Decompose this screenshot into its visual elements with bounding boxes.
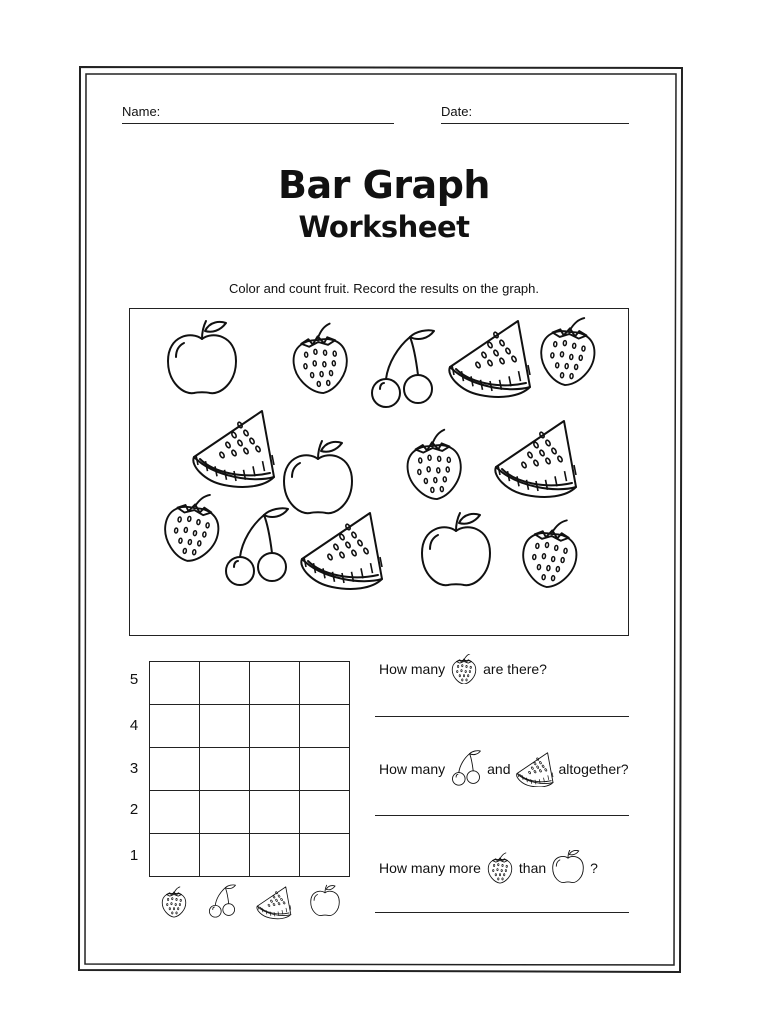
grid-row bbox=[150, 662, 350, 705]
date-line[interactable] bbox=[441, 123, 629, 124]
cherry-icon bbox=[449, 750, 483, 788]
grid-cell[interactable] bbox=[250, 748, 300, 791]
question-1-text-b: are there? bbox=[483, 661, 547, 677]
grid-cell[interactable] bbox=[150, 834, 200, 877]
y-label-2: 2 bbox=[129, 801, 139, 818]
date-label: Date: bbox=[441, 104, 473, 119]
grid-row bbox=[150, 834, 350, 877]
grid-cell[interactable] bbox=[150, 705, 200, 748]
answer-line-1[interactable] bbox=[375, 716, 629, 717]
grid-cell[interactable] bbox=[300, 791, 350, 834]
grid-cell[interactable] bbox=[200, 705, 250, 748]
question-2 bbox=[375, 750, 633, 788]
grid-cell[interactable] bbox=[200, 662, 250, 705]
question-3-text-a: How many more bbox=[379, 860, 481, 876]
fruit-watermelon-8[interactable] bbox=[495, 421, 576, 497]
fruit-watermelon-11[interactable] bbox=[301, 513, 382, 589]
question-2-text-a: How many bbox=[379, 761, 446, 777]
fruit-watermelon-5[interactable] bbox=[193, 411, 274, 487]
y-label-4: 4 bbox=[129, 717, 139, 734]
page-subtitle: Worksheet bbox=[298, 210, 470, 244]
fruit-apple-0[interactable] bbox=[168, 321, 236, 393]
strawberry-icon bbox=[449, 654, 479, 684]
y-label-5: 5 bbox=[129, 671, 139, 688]
grid-cell[interactable] bbox=[150, 748, 200, 791]
fruit-strawberry-9[interactable] bbox=[161, 489, 223, 564]
question-3 bbox=[375, 850, 602, 886]
grid-row bbox=[150, 791, 350, 834]
fruit-strawberry-7[interactable] bbox=[405, 429, 464, 502]
grid-cell[interactable] bbox=[250, 791, 300, 834]
question-1-text-a: How many bbox=[379, 661, 446, 677]
grid-cell[interactable] bbox=[300, 834, 350, 877]
grid-cell[interactable] bbox=[250, 834, 300, 877]
grid-cell[interactable] bbox=[200, 834, 250, 877]
grid-cell[interactable] bbox=[150, 791, 200, 834]
grid-cell[interactable] bbox=[150, 662, 200, 705]
grid-cell[interactable] bbox=[250, 705, 300, 748]
fruit-illustration bbox=[130, 309, 630, 637]
question-3-text-b: than bbox=[518, 860, 547, 876]
instruction-text: Color and count fruit. Record the results on the graph. bbox=[228, 281, 539, 296]
cherry-icon bbox=[209, 885, 235, 917]
fruit-strawberry-13[interactable] bbox=[520, 516, 580, 590]
grid-cell[interactable] bbox=[300, 705, 350, 748]
grid-cell[interactable] bbox=[300, 662, 350, 705]
fruit-watermelon-3[interactable] bbox=[449, 321, 530, 397]
x-axis-icons bbox=[152, 880, 352, 922]
grid-row bbox=[150, 748, 350, 791]
grid-cell[interactable] bbox=[250, 662, 300, 705]
name-line[interactable] bbox=[122, 123, 394, 124]
grid-row bbox=[150, 705, 350, 748]
grid-cell[interactable] bbox=[200, 791, 250, 834]
question-3-text-c: ? bbox=[590, 860, 598, 876]
fruit-cherry-10[interactable] bbox=[226, 508, 288, 585]
apple-icon bbox=[311, 885, 340, 915]
fruit-cherry-2[interactable] bbox=[372, 330, 434, 407]
question-2-text-c: altogether? bbox=[558, 761, 629, 777]
fruit-apple-6[interactable] bbox=[284, 441, 352, 513]
name-label: Name: bbox=[122, 104, 161, 119]
watermelon-icon bbox=[257, 887, 291, 919]
question-2-text-b: and bbox=[487, 761, 511, 777]
strawberry-icon bbox=[162, 887, 186, 917]
fruit-picture-box bbox=[129, 308, 629, 636]
fruit-apple-12[interactable] bbox=[422, 513, 490, 585]
y-label-1: 1 bbox=[129, 847, 139, 864]
grid-cell[interactable] bbox=[200, 748, 250, 791]
question-1 bbox=[375, 654, 551, 684]
y-label-3: 3 bbox=[129, 760, 139, 777]
answer-line-3[interactable] bbox=[375, 912, 629, 913]
answer-line-2[interactable] bbox=[375, 815, 629, 816]
apple-icon bbox=[550, 850, 586, 886]
fruit-strawberry-4[interactable] bbox=[539, 315, 598, 388]
strawberry-icon bbox=[485, 852, 515, 884]
bar-graph-grid[interactable] bbox=[149, 661, 350, 877]
grid-cell[interactable] bbox=[300, 748, 350, 791]
watermelon-icon bbox=[515, 751, 555, 787]
fruit-strawberry-1[interactable] bbox=[290, 322, 350, 396]
page-title: Bar Graph bbox=[278, 163, 490, 207]
